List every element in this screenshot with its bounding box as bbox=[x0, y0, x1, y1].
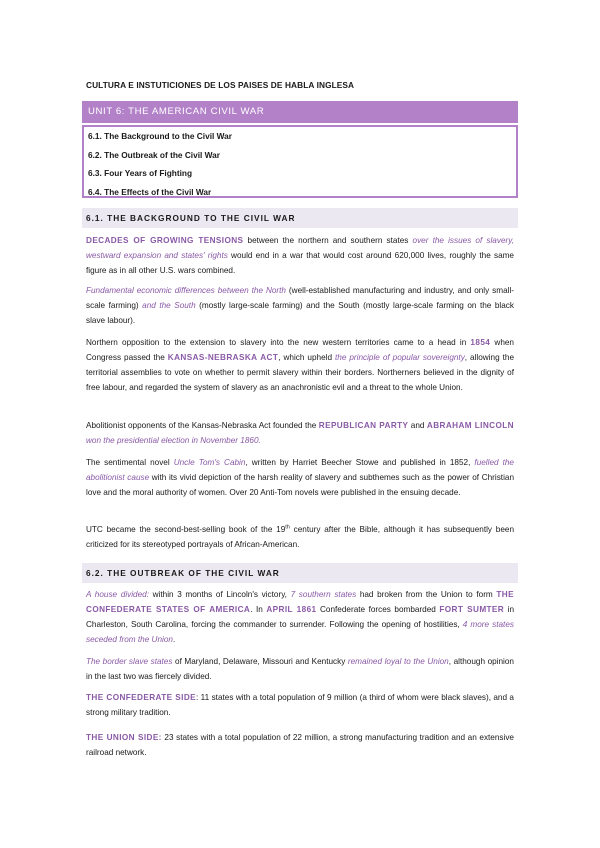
emphasis: 4 more states seceded from the Union bbox=[86, 620, 514, 644]
emphasis: remained loyal to the Union bbox=[347, 657, 449, 666]
paragraph-utc-sales bbox=[86, 522, 514, 552]
highlight: FORT SUMTER bbox=[439, 605, 505, 614]
text: with its vivid depiction of the harsh reality of slavery and subthemes such as the power of Christian love and the moral authority of women. Over 20 Anti-Tom novels were published in the ensuing decade. bbox=[86, 473, 514, 497]
section-heading-background: 6.2. THE OUTBREAK OF THE CIVIL WAR bbox=[82, 563, 518, 583]
text: when Congress passed the bbox=[86, 338, 514, 362]
emphasis: 7 southern states bbox=[290, 590, 357, 599]
highlight: THE UNION SIDE: bbox=[86, 733, 162, 742]
text: between the northern and southern states bbox=[243, 236, 413, 245]
paragraph-tensions bbox=[86, 233, 514, 278]
text: of Maryland, Delaware, Missouri and Kentucky bbox=[172, 657, 348, 666]
text: Northern opposition to the extension to slavery into the new western territories came to a head in bbox=[86, 338, 471, 347]
table-of-contents bbox=[82, 125, 518, 198]
emphasis: and the South bbox=[142, 301, 196, 310]
highlight: REPUBLICAN PARTY bbox=[318, 421, 409, 430]
highlight: APRIL 1861 bbox=[266, 605, 317, 614]
text: , written by Harriet Beecher Stowe and published in 1852, bbox=[245, 458, 475, 467]
paragraph-border-states bbox=[86, 654, 514, 684]
highlight: ABRAHAM LINCOLN bbox=[426, 421, 514, 430]
text: 23 states with a total population of 22 million, a strong manufacturing tradition and an extensive railroad network. bbox=[86, 733, 514, 757]
highlight: KANSAS-NEBRASKA ACT bbox=[167, 353, 279, 362]
text: . bbox=[172, 635, 176, 644]
text: Abolitionist opponents of the Kansas-Nebraska Act founded the bbox=[86, 421, 319, 430]
text: : 11 states with a total population of 9 million (a third of whom were black slaves), and a strong military tradition. bbox=[86, 693, 514, 717]
emphasis: won the presidential election in November 1860. bbox=[86, 436, 261, 445]
emphasis: Fundamental economic differences between the North bbox=[86, 286, 286, 295]
text: had broken from the Union to form bbox=[356, 590, 497, 599]
paragraph-confederate-side bbox=[86, 690, 514, 720]
highlight: DECADES OF GROWING TENSIONS bbox=[86, 236, 244, 245]
text: , which upheld bbox=[278, 353, 335, 362]
emphasis: A house divided: bbox=[86, 590, 149, 599]
text: (mostly large-scale farming) and the South (mostly large-scale farming on the black slave labour). bbox=[86, 301, 514, 325]
text: in Charleston, South Carolina, forcing the commander to surrender. Following the opening of hostilities, bbox=[86, 605, 515, 629]
document-header: CULTURA E INSTUTICIONES DE LOS PAISES DE HABLA INGLESA bbox=[86, 80, 355, 90]
paragraph-economic-differences bbox=[86, 283, 514, 328]
text: . In bbox=[250, 605, 267, 614]
text: and bbox=[408, 421, 427, 430]
text: would end in a war that would cost around 620,000 lives, roughly the same figure as in all other U.S. wars combined. bbox=[86, 251, 514, 275]
text: century after the Bible, although it has subsequently been criticized for its stereotyped portrayals of African-American. bbox=[86, 525, 514, 549]
section-heading-background: 6.1. THE BACKGROUND TO THE CIVIL WAR bbox=[82, 208, 518, 228]
toc-item: 6.4. The Effects of the Civil War bbox=[88, 186, 212, 197]
paragraph-republican-party bbox=[86, 418, 514, 448]
emphasis: fuelled the abolitionist cause bbox=[86, 458, 514, 482]
toc-item: 6.3. Four Years of Fighting bbox=[88, 168, 193, 178]
highlight: THE CONFEDERATE STATES OF AMERICA bbox=[86, 590, 514, 614]
highlight: THE CONFEDERATE SIDE bbox=[86, 693, 196, 702]
paragraph-kansas-nebraska bbox=[86, 335, 514, 395]
emphasis: the principle of popular sovereignty bbox=[335, 353, 465, 362]
unit-title: UNIT 6: THE AMERICAN CIVIL WAR bbox=[82, 101, 518, 123]
paragraph-house-divided bbox=[86, 587, 514, 647]
paragraph-uncle-toms-cabin bbox=[86, 455, 514, 500]
text: (well-established manufacturing and industry, and only small-scale farming) bbox=[86, 286, 514, 310]
superscript: th bbox=[285, 524, 290, 531]
toc-item: 6.2. The Outbreak of the Civil War bbox=[88, 149, 221, 160]
toc-item: 6.1. The Background to the Civil War bbox=[88, 131, 232, 141]
emphasis: The border slave states bbox=[86, 657, 173, 666]
text: within 3 months of Lincoln's victory, bbox=[148, 590, 291, 599]
highlight: 1854 bbox=[470, 338, 491, 347]
text: Confederate forces bombarded bbox=[316, 605, 440, 614]
text: The sentimental novel bbox=[86, 458, 174, 467]
emphasis: over the issues of slavery, westward expansion and states' rights bbox=[86, 236, 514, 260]
emphasis: Uncle Tom's Cabin bbox=[173, 458, 246, 467]
paragraph-union-side bbox=[86, 730, 514, 760]
text: , allowing the territorial assemblies to vote on whether to permit slavery within their borders. Northerners believed in the dignity of free labour, and regarded the system of slavery as an anachronistic evil and a threat to the whole Union. bbox=[86, 353, 514, 392]
text: , although opinion in the last two was fiercely divided. bbox=[86, 657, 514, 681]
text: UTC became the second-best-selling book of the 19 bbox=[86, 525, 286, 534]
